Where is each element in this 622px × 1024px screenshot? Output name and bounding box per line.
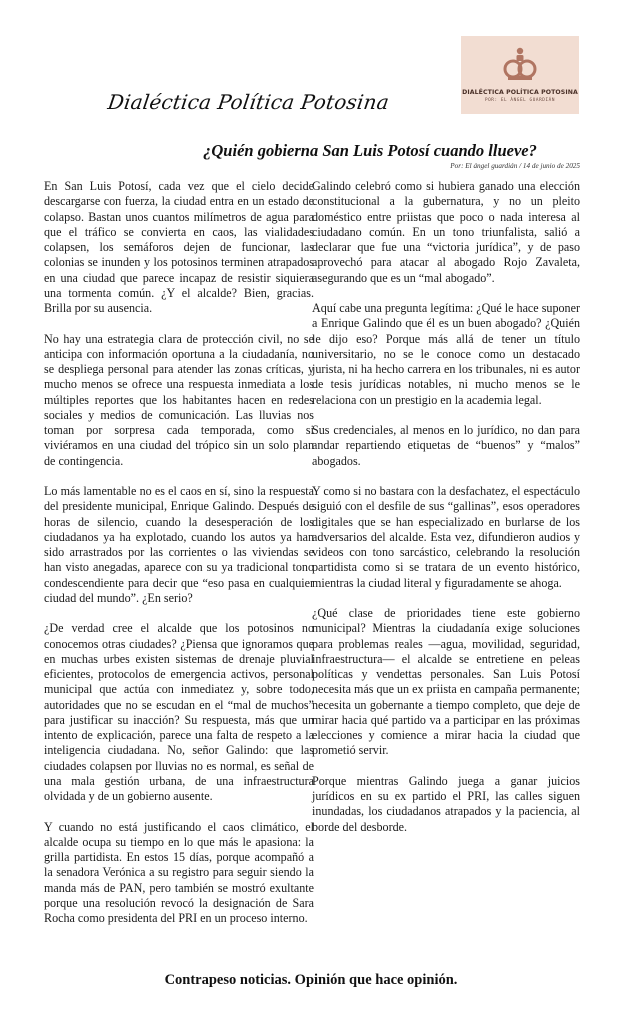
paragraph: Porque mientras Galindo juega a ganar juicios jurídicos en su ex partido el PRI, las calles siguen inundadas, los ciudadanos atrapados y la paciencia, al borde del desborde.: [312, 773, 580, 834]
article-byline: Por: El ángel guardián / 14 de junio de 2025: [450, 162, 580, 170]
paragraph: ¿De verdad cree el alcalde que los potosinos no conocemos otras ciudades? ¿Piensa que ignoramos que en muchas urbes existen sistemas de drenaje pluvial eficientes, protocolos de emergencia activos, personal municipal que actúa con inmediatez y, sobre todo, autoridades que no se escudan en el “mal de muchos” para justificar su inacción? Su respuesta, más que un intento de explicación, parece una falta de respeto a la inteligencia ciudadana. No, señor Galindo: que las ciudades colapsen por lluvias no es normal, es señal de una mala gestión urbana, de una infraestructura olvidada y de un gobierno ausente.: [44, 621, 314, 803]
paragraph: Y como si no bastara con la desfachatez, el espectáculo siguió con el desfile de sus “gallinas”, esos operadores digitales que se han especializado en burlarse de los adversarios del alcalde. Esta vez, difundieron audios y videos con tono sarcástico, celebrando la resolución partidista como si se tratara de un evento histórico, mientras la ciudad literal y figuradamente se ahoga.: [312, 484, 580, 590]
brand-logo: [461, 36, 579, 114]
paragraph: Galindo celebró como si hubiera ganado una elección constitucional a la gubernatura, y no un pleito doméstico entre priistas que poco o nada interesa al ciudadano común. En un tono triunfalista, salió a declarar que fue una “victoria jurídica”, y de paso aprovechó para atacar al abogado Rojo Zavaleta, asegurando que es un “mal abogado”.: [312, 179, 580, 285]
paragraph: ¿Qué clase de prioridades tiene este gobierno municipal? Mientras la ciudadanía exige soluciones para problemas reales —agua, movilidad, seguridad, infraestructura— el alcalde se entretiene en peleas políticas y vendettas personales. San Luis Potosí necesita más que un ex priista en campaña permanente; necesita un gobernante a tiempo completo, que deje de mirar hacia qué partido va a participar en las próximas elecciones y comience a mirar hacia la ciudad que prometió servir.: [312, 606, 580, 758]
paragraph: Y cuando no está justificando el caos climático, el alcalde ocupa su tiempo en lo que más le apasiona: la grilla partidista. En estos 15 días, porque acompañó a la senadora Verónica a su registro para seguir siendo la manda más de PAN, pero también se mostró exultante porque una resolución revocó la designación de Sara Rocha como presidenta del PRI en un proceso interno.: [44, 819, 314, 925]
article-column-left: [44, 179, 314, 942]
article-headline: ¿Quién gobierna San Luis Potosí cuando llueve?: [203, 141, 537, 160]
logo-subtitle: POR: EL ÁNGEL GUARDIÁN: [484, 98, 556, 103]
brand-mark-icon: [501, 46, 539, 82]
paragraph: Lo más lamentable no es el caos en sí, sino la respuesta del presidente municipal, Enrique Galindo. Después de horas de silencio, cuando la desesperación de los ciudadanos ya ha explotado, cuando los autos ya han sido arrastrados por las corrientes o las viviendas se han visto anegadas, aparece con su ya tradicional tono condescendiente para decir que “eso pasa en cualquier ciudad del mundo”. ¿En serio?: [44, 484, 314, 605]
masthead: Dialéctica Política Potosina: [106, 90, 391, 114]
paragraph: Aquí cabe una pregunta legítima: ¿Qué le hace suponer a Enrique Galindo que él es un buen abogado? ¿Quién le dijo eso? Porque más allá de tener un título universitario, no se le conoce como un destacado jurista, ni ha hecho carrera en los tribunales, ni es autor de tesis jurídicas notables, ni mucho menos se le relaciona con un prestigio en la academia legal.: [312, 301, 580, 407]
article-column-right: [312, 179, 580, 850]
footer-tagline: Contrapeso noticias. Opinión que hace opinión.: [164, 972, 458, 988]
paragraph: En San Luis Potosí, cada vez que el cielo decide descargarse con fuerza, la ciudad entra en un estado de colapso. Bastan unos cuantos milímetros de agua para que el tráfico se convierta en caos, las vialidades colapsen, los semáforos dejen de funcionar, las colonias se inunden y los potosinos terminen atrapados en una ciudad que parece incapaz de resistir siquiera una tormenta común. ¿Y el alcalde? Bien, gracias. Brilla por su ausencia.: [44, 179, 314, 315]
logo-title: DIALÉCTICA POLÍTICA POTOSINA: [462, 89, 578, 96]
paragraph: No hay una estrategia clara de protección civil, no se anticipa con información oportuna a la ciudadanía, no se despliega personal para atender las zonas críticas, y mucho menos se ofrece una respuesta inmediata a los múltiples reportes que los habitantes hacen en redes sociales y medios de comunicación. Las lluvias nos toman por sorpresa cada temporada, como si viviéramos en una ciudad del trópico sin un solo plan de contingencia.: [44, 331, 314, 468]
paragraph: Sus credenciales, al menos en lo jurídico, no dan para andar repartiendo etiquetas de “buenos” y “malos” abogados.: [312, 423, 580, 468]
